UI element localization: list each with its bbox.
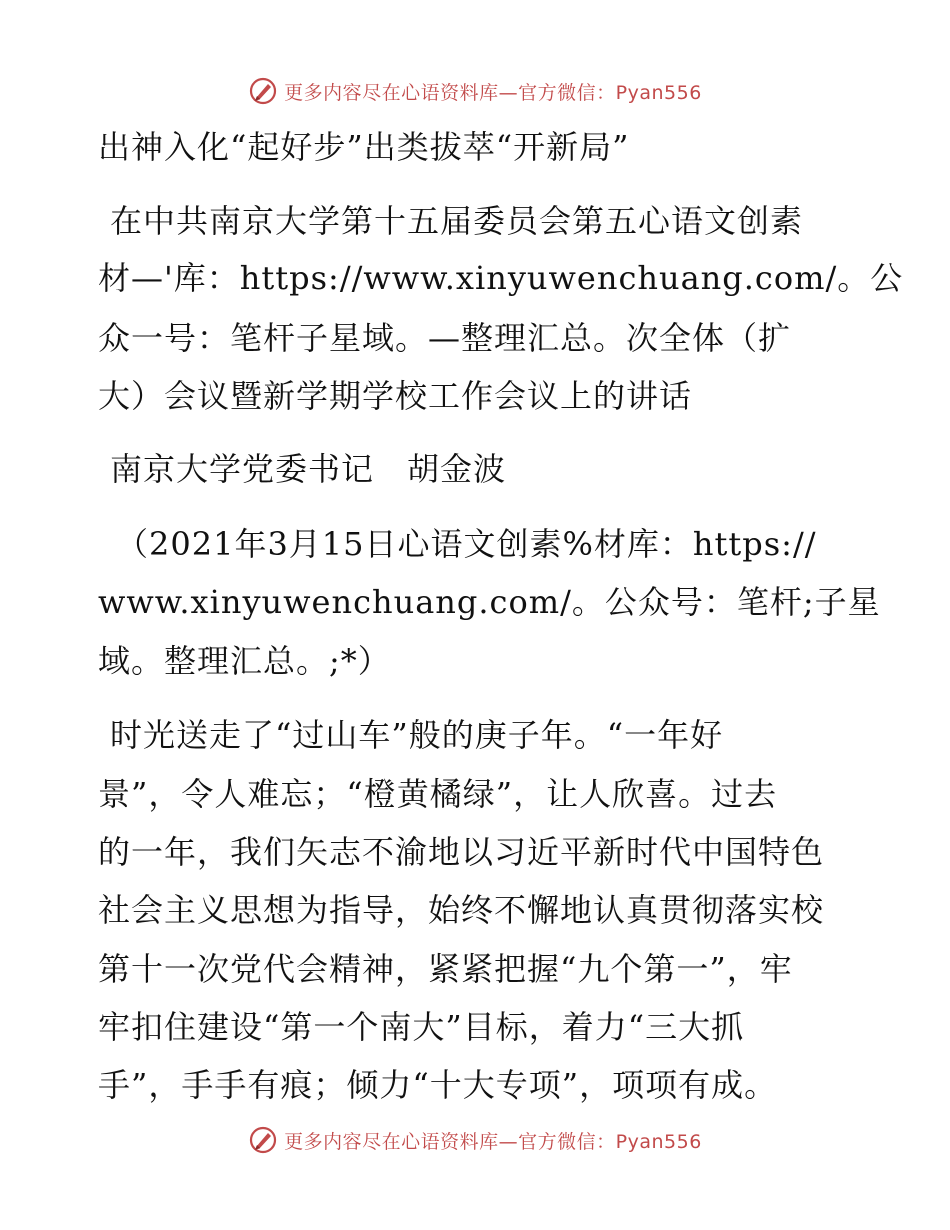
body-line-2: 景”，令人难忘；“橙黄橘绿”，让人欣喜。过去: [98, 775, 778, 813]
document-title: 出神入化“起好步”出类拔萃“开新局”: [98, 128, 630, 166]
body-line-3: 的一年，我们矢志不渝地以习近平新时代中国特色: [98, 833, 825, 871]
header-banner: [0, 71, 950, 111]
body-line-5: 第十一次党代会精神，紧紧把握“九个第一”，牢: [98, 950, 793, 988]
body-line-4: 社会主义思想为指导，始终不懈地认真贯彻落实校: [98, 891, 825, 929]
date-line-3: 域。整理汇总。;*）: [98, 642, 391, 680]
body-line-6: 牢扣住建设“第一个南大”目标，着力“三大抓: [98, 1008, 745, 1046]
pen-seal-icon: [248, 1125, 278, 1155]
date-line-2: www.xinyuwenchuang.com/。公众号：笔杆;子星: [98, 583, 881, 621]
body-line-7: 手”，手手有痕；倾力“十大专项”，项项有成。: [98, 1066, 778, 1104]
subtitle-line-4: 大）会议暨新学期学校工作会议上的讲话: [98, 377, 693, 415]
date-line-1: （2021年3月15日心语文创素%材库：https://: [116, 525, 817, 563]
author-line: 南京大学党委书记 胡金波: [110, 450, 507, 488]
body-line-1: 时光送走了“过山车”般的庚子年。“一年好: [110, 716, 724, 754]
footer-banner-text: 更多内容尽在心语资料库—官方微信：Pyan556: [284, 1130, 702, 1153]
subtitle-line-2: 材—'库：https://www.xinyuwenchuang.com/。公: [98, 259, 904, 297]
pen-seal-icon: [248, 76, 278, 106]
subtitle-line-3: 众一号：笔杆子星域。—整理汇总。次全体（扩: [98, 319, 792, 357]
header-banner-text: 更多内容尽在心语资料库—官方微信：Pyan556: [284, 81, 702, 104]
footer-banner: [0, 1120, 950, 1160]
subtitle-line-1: 在中共南京大学第十五届委员会第五心语文创素: [110, 202, 804, 240]
